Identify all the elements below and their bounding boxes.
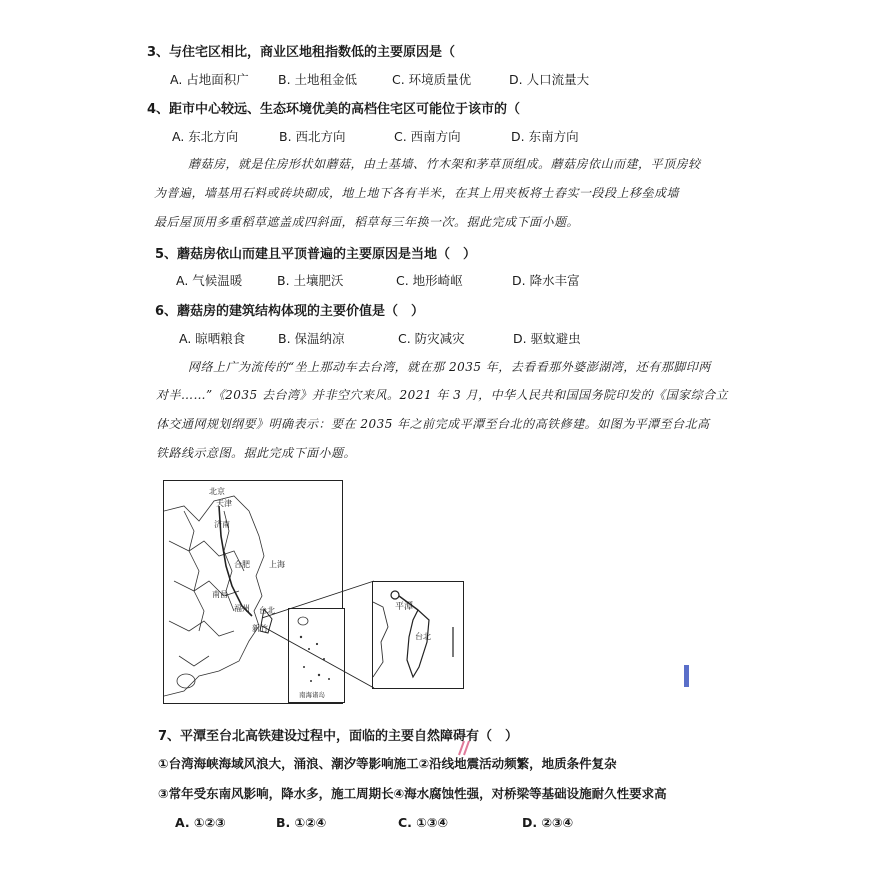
q7-option-c: C. ①③④ (398, 815, 449, 830)
scan-edge-mark (684, 665, 689, 687)
q3-option-a: A. 占地面积广 (170, 72, 249, 87)
passage1-line-2: 为普遍，墙基用石料或砖块砌成，地上地下各有半米，在其上用夹板将土舂实一段段上移垒成墙 (154, 186, 680, 200)
inset-connector-lines (262, 578, 377, 693)
passage1-line-3: 最后屋顶用多重稻草遮盖成四斜面，稻草每三年换一次。据此完成下面小题。 (154, 215, 580, 229)
map-label-fuzhou: 福州 (234, 604, 250, 613)
q5-option-c: C. 地形崎岖 (396, 273, 463, 288)
q4-stem: 4、距市中心较远、生态环境优美的高档住宅区可能位于该市的（ (147, 102, 521, 117)
q7-option-a: A. ①②③ (175, 815, 226, 830)
passage2-line-4: 铁路线示意图。据此完成下面小题。 (156, 446, 357, 460)
q5-option-a: A. 气候温暖 (176, 273, 243, 288)
q6-stem: 6、蘑菇房的建筑结构体现的主要价值是（ ） (155, 304, 425, 319)
q6-option-b: B. 保温纳凉 (278, 331, 345, 346)
q3-stem: 3、与住宅区相比，商业区地租指数低的主要原因是（ (147, 45, 456, 60)
map-label-beijing: 北京 (209, 487, 225, 496)
q4-option-b: B. 西北方向 (279, 129, 346, 144)
q7-option-b: B. ①②④ (276, 815, 327, 830)
pink-pen-mark-icon (455, 735, 475, 757)
q7-stem: 7、平潭至台北高铁建设过程中，面临的主要自然障碍有（ ） (158, 729, 519, 744)
q3-option-b: B. 土地租金低 (278, 72, 358, 87)
q7-option-d: D. ②③④ (522, 815, 574, 830)
q4-option-d: D. 东南方向 (511, 129, 579, 144)
map-label-taipei-inset: 台北 (415, 632, 431, 641)
map-label-hefei: 合肥 (234, 560, 250, 569)
q6-option-a: A. 晾晒粮食 (179, 331, 246, 346)
q5-option-d: D. 降水丰富 (512, 273, 580, 288)
map-label-jinan: 济南 (214, 520, 230, 529)
q3-option-d: D. 人口流量大 (509, 72, 590, 87)
map-label-shanghai: 上海 (269, 560, 285, 569)
q5-stem: 5、蘑菇房依山而建且平顶普遍的主要原因是当地（ ） (155, 247, 477, 262)
passage2-line-3: 体交通网规划纲要》明确表示：要在 2035 年之前完成平潭至台北的高铁修建。如图为平潭至台北高 (156, 417, 710, 431)
q6-option-c: C. 防灾减灾 (398, 331, 465, 346)
passage2-line-1: 网络上广为流传的“坐上那动车去台湾，就在那 2035 年，去看看那外婆澎湖湾，还有那脚印两 (188, 360, 711, 374)
q6-option-d: D. 驱蚊避虫 (513, 331, 581, 346)
map-label-south-sea-islands: 南海诸岛 (299, 691, 325, 699)
map-label-pingtan: 平潭 (395, 602, 414, 612)
map-label-nanchang: 南昌 (212, 590, 228, 599)
map-label-hsinchu: 新竹 (252, 624, 268, 633)
q7-statement-line-1: ①台湾海峡海域风浪大，涌浪、潮汐等影响施工②沿线地震活动频繁，地质条件复杂 (158, 756, 617, 771)
taiwan-strait-inset (372, 581, 464, 689)
passage1-line-1: 蘑菇房，就是住房形状如蘑菇，由土基墙、竹木架和茅草顶组成。蘑菇房依山而建，平顶房较 (188, 157, 701, 171)
map-label-taipei: 台北 (259, 606, 275, 615)
map-label-tianjin: 天津 (216, 499, 232, 508)
passage2-line-2: 对半……”《2035 去台湾》并非空穴来风。2021 年 3 月，中华人民共和国国务院印发的《国家综合立 (156, 388, 729, 402)
q3-option-c: C. 环境质量优 (392, 72, 472, 87)
q7-statement-line-2: ③常年受东南风影响，降水多，施工周期长④海水腐蚀性强，对桥梁等基础设施耐久性要求高 (158, 786, 667, 801)
q4-option-c: C. 西南方向 (394, 129, 461, 144)
q5-option-b: B. 土壤肥沃 (277, 273, 344, 288)
q4-option-a: A. 东北方向 (172, 129, 239, 144)
